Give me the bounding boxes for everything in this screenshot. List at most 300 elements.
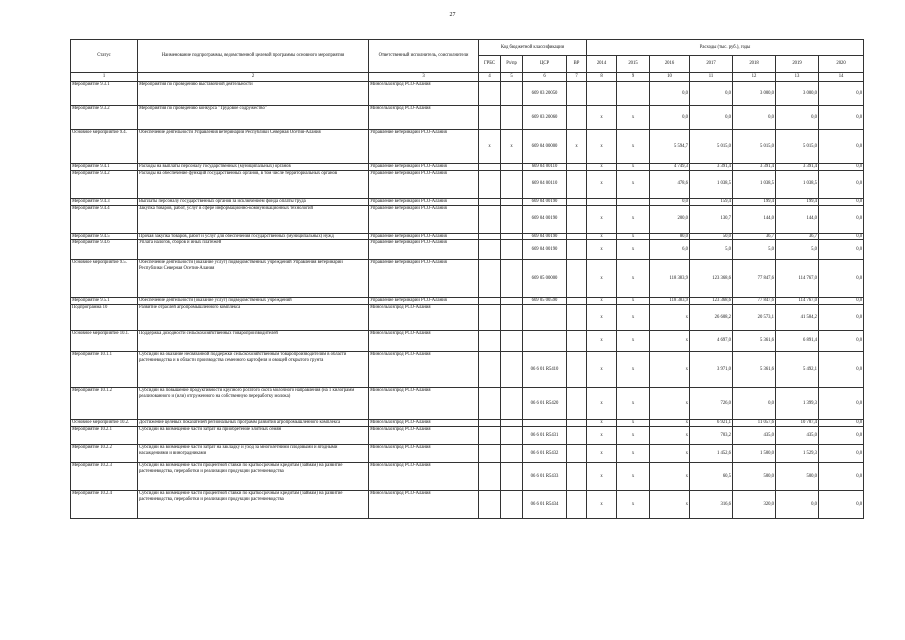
row-rzpr	[501, 298, 523, 305]
header-bk-group: Код бюджетной классификации	[479, 40, 587, 56]
row-executor: Управление ветеринарии РСО-Алания	[369, 205, 479, 233]
row-vr	[567, 260, 587, 298]
row-vr	[567, 298, 587, 305]
row-value-2016: x	[650, 426, 690, 444]
row-executor: Управление ветеринарии РСО-Алания	[369, 170, 479, 198]
header-expenses-group: Расходы (тыс. руб.), годы	[587, 40, 864, 56]
row-name: Мероприятия по проведению конкурса "Трудовое содружество"	[138, 106, 369, 130]
row-value-2019: 36,7	[776, 233, 819, 240]
header-csr: ЦСР	[523, 56, 567, 73]
row-value-2019: 3 391,4	[776, 164, 819, 171]
row-value-2015: x	[617, 444, 650, 462]
table-row	[71, 352, 864, 388]
row-executor: Управление ветеринарии РСО-Алания	[369, 260, 479, 298]
row-value-2019: 5 015,0	[776, 130, 819, 164]
row-value-2018: 3 391,4	[733, 164, 776, 171]
row-vr	[567, 305, 587, 331]
row-value-2017: 0,0	[690, 106, 733, 130]
row-value-2020: 0,0	[819, 490, 864, 518]
row-value-2017: 3 971,0	[690, 352, 733, 388]
row-value-2018: 0,0	[733, 388, 776, 420]
row-rzpr	[501, 331, 523, 352]
row-value-2020: 0,0	[819, 352, 864, 388]
row-value-2015	[617, 82, 650, 106]
row-value-2020: 0,0	[819, 388, 864, 420]
row-grbs	[479, 305, 501, 331]
row-value-2014: x	[587, 444, 617, 462]
row-value-2017: 1 452,6	[690, 444, 733, 462]
row-status: Мероприятие 10.2.3	[71, 462, 138, 490]
row-value-2018: 3 000,0	[733, 82, 776, 106]
row-grbs	[479, 331, 501, 352]
header-executor: Ответственный исполнитель, соисполнители	[369, 40, 479, 73]
row-vr	[567, 444, 587, 462]
row-value-2020: 0,0	[819, 420, 864, 427]
row-value-2017: 159,4	[690, 198, 733, 205]
row-grbs	[479, 205, 501, 233]
table-row	[71, 130, 864, 164]
row-value-2014: x	[587, 164, 617, 171]
row-value-2016: x	[650, 420, 690, 427]
row-value-2016: 4 749,3	[650, 164, 690, 171]
table-row	[71, 426, 864, 444]
row-value-2020: 0,0	[819, 260, 864, 298]
row-executor: Управление ветеринарии РСО-Алания	[369, 130, 479, 164]
row-status: Основное мероприятие 10.2.	[71, 420, 138, 427]
row-csr: 06 6 01 R5434	[523, 490, 567, 518]
row-csr: 669 03 20050	[523, 82, 567, 106]
row-value-2017: 726,0	[690, 388, 733, 420]
table-row	[71, 82, 864, 106]
row-status: Мероприятие 10.1.2	[71, 388, 138, 420]
col-index: 13	[776, 73, 819, 82]
row-csr	[523, 305, 567, 331]
row-vr	[567, 352, 587, 388]
table-row	[71, 331, 864, 352]
row-value-2019: 6 891,4	[776, 331, 819, 352]
row-executor: Минсельхозпрод РСО-Алания	[369, 388, 479, 420]
row-value-2018: 435,0	[733, 426, 776, 444]
row-grbs: x	[479, 130, 501, 164]
row-status: Мероприятие 10.1.1	[71, 352, 138, 388]
row-name: Выплаты персоналу государственных органов за исключением фонда оплаты труда	[138, 198, 369, 205]
row-status: Мероприятие 10.2.1	[71, 426, 138, 444]
row-value-2018: 0,0	[733, 106, 776, 130]
row-value-2018: 77 847,6	[733, 260, 776, 298]
row-executor: Минсельхозпрод РСО-Алания	[369, 462, 479, 490]
row-value-2014	[587, 82, 617, 106]
row-value-2016: 200,0	[650, 205, 690, 233]
row-value-2015: x	[617, 298, 650, 305]
row-value-2019: 1 399,3	[776, 388, 819, 420]
row-value-2015: x	[617, 462, 650, 490]
row-value-2014: x	[587, 426, 617, 444]
row-status: Мероприятие 9.4.1	[71, 164, 138, 171]
row-value-2020: 0,0	[819, 240, 864, 260]
row-value-2015: x	[617, 164, 650, 171]
row-grbs	[479, 164, 501, 171]
row-rzpr	[501, 240, 523, 260]
row-grbs	[479, 233, 501, 240]
row-value-2020: 0,0	[819, 130, 864, 164]
row-value-2015: x	[617, 490, 650, 518]
row-value-2019: 0,0	[776, 490, 819, 518]
table-row	[71, 462, 864, 490]
row-status: Основное мероприятие 9.4.	[71, 130, 138, 164]
row-grbs	[479, 420, 501, 427]
row-csr	[523, 420, 567, 427]
row-value-2019: 0,0	[776, 106, 819, 130]
row-vr	[567, 106, 587, 130]
row-value-2020: 0,0	[819, 106, 864, 130]
row-rzpr: x	[501, 130, 523, 164]
row-value-2015	[617, 198, 650, 205]
row-status: Мероприятие 9.3.1	[71, 82, 138, 106]
row-executor: Минсельхозпрод РСО-Алания	[369, 331, 479, 352]
row-value-2016: 478,6	[650, 170, 690, 198]
col-index: 11	[690, 73, 733, 82]
row-value-2020: 0,0	[819, 305, 864, 331]
row-executor: Управление ветеринарии РСО-Алания	[369, 298, 479, 305]
row-rzpr	[501, 426, 523, 444]
row-csr: 669 04 00190	[523, 233, 567, 240]
row-status: Основное мероприятие 10.1.	[71, 331, 138, 352]
header-year-2017: 2017	[690, 56, 733, 73]
row-rzpr	[501, 444, 523, 462]
row-value-2016: x	[650, 444, 690, 462]
row-value-2016: 5 594,7	[650, 130, 690, 164]
row-rzpr	[501, 260, 523, 298]
row-value-2017: 6 921,1	[690, 420, 733, 427]
row-executor: Минсельхозпрод РСО-Алания	[369, 426, 479, 444]
row-name: Поддержка доходности сельскохозяйственных товаропроизводителей	[138, 331, 369, 352]
row-rzpr	[501, 82, 523, 106]
row-value-2014: x	[587, 240, 617, 260]
row-value-2017: 316,6	[690, 490, 733, 518]
row-value-2015: x	[617, 240, 650, 260]
row-value-2015: x	[617, 170, 650, 198]
row-status: Мероприятие 10.2.4	[71, 490, 138, 518]
table-row	[71, 164, 864, 171]
row-value-2014: x	[587, 305, 617, 331]
row-value-2019: 5,0	[776, 240, 819, 260]
row-executor: Минсельхозпрод РСО-Алания	[369, 420, 479, 427]
row-rzpr	[501, 462, 523, 490]
row-value-2019: 1 529,3	[776, 444, 819, 462]
table-row	[71, 420, 864, 427]
row-value-2019: 10 787,4	[776, 420, 819, 427]
row-value-2020: 0,0	[819, 82, 864, 106]
col-index: 5	[501, 73, 523, 82]
row-rzpr	[501, 205, 523, 233]
row-value-2019: 5 492,1	[776, 352, 819, 388]
row-value-2018: 199,4	[733, 198, 776, 205]
header-vr: ВР	[567, 56, 587, 73]
table-row	[71, 233, 864, 240]
row-executor: Управление ветеринарии РСО-Алания	[369, 233, 479, 240]
row-name: Достижение целевых показателей региональных программ развития агропромышленного комплекса	[138, 420, 369, 427]
row-executor: Минсельхозпрод РСО-Алания	[369, 106, 479, 130]
row-value-2016: 0,0	[650, 198, 690, 205]
col-index: 6	[523, 73, 567, 82]
row-name: Субсидии на повышение продуктивности крупного рогатого скота молочного направления (на 1 килограмм реализованного и (или) отгруженного на собственную переработку молока)	[138, 388, 369, 420]
row-vr	[567, 331, 587, 352]
row-csr: 06 6 01 R5433	[523, 462, 567, 490]
row-status: Мероприятие 9.4.2	[71, 170, 138, 198]
table-row	[71, 240, 864, 260]
row-executor: Минсельхозпрод РСО-Алания	[369, 82, 479, 106]
table-row	[71, 388, 864, 420]
col-index: 7	[567, 73, 587, 82]
col-index: 14	[819, 73, 864, 82]
row-value-2017: 1 038,5	[690, 170, 733, 198]
col-index: 9	[617, 73, 650, 82]
row-grbs	[479, 82, 501, 106]
row-value-2017: 130,7	[690, 205, 733, 233]
row-csr: 669 03 20060	[523, 106, 567, 130]
row-value-2020: 0,0	[819, 426, 864, 444]
row-value-2019: 3 000,0	[776, 82, 819, 106]
row-grbs	[479, 426, 501, 444]
col-index: 3	[369, 73, 479, 82]
row-value-2014: x	[587, 298, 617, 305]
row-value-2017: 123 368,6	[690, 260, 733, 298]
row-value-2014: x	[587, 388, 617, 420]
row-executor: Управление ветеринарии РСО-Алания	[369, 240, 479, 260]
header-year-2020: 2020	[819, 56, 864, 73]
row-name: Обеспечение деятельности Управления ветеринарии Республики Северная Осетия-Алания	[138, 130, 369, 164]
row-rzpr	[501, 170, 523, 198]
table-row	[71, 490, 864, 518]
row-value-2019: 1 038,5	[776, 170, 819, 198]
row-value-2015: x	[617, 420, 650, 427]
row-csr: 669 05 00590	[523, 298, 567, 305]
row-status: Мероприятие 9.4.4	[71, 205, 138, 233]
row-value-2020: 0,0	[819, 164, 864, 171]
table-row	[71, 305, 864, 331]
row-executor: Минсельхозпрод РСО-Алания	[369, 490, 479, 518]
row-value-2015: x	[617, 106, 650, 130]
row-value-2018: 5 361,6	[733, 331, 776, 352]
row-vr	[567, 388, 587, 420]
row-value-2014: x	[587, 490, 617, 518]
row-vr	[567, 490, 587, 518]
col-index: 2	[138, 73, 369, 82]
row-value-2019: 144,0	[776, 205, 819, 233]
row-status: Мероприятие 9.4.3	[71, 198, 138, 205]
row-value-2016: 0,0	[650, 106, 690, 130]
row-name: Уплата налогов, сборов и иных платежей	[138, 240, 369, 260]
row-rzpr	[501, 305, 523, 331]
row-vr	[567, 164, 587, 171]
row-value-2017: 4 697,0	[690, 331, 733, 352]
row-grbs	[479, 106, 501, 130]
row-value-2020: 0,0	[819, 233, 864, 240]
row-value-2017: 3 391,4	[690, 164, 733, 171]
row-csr: 669 04 00190	[523, 240, 567, 260]
header-year-2018: 2018	[733, 56, 776, 73]
row-value-2016: 118 383,9	[650, 298, 690, 305]
header-year-2015: 2015	[617, 56, 650, 73]
row-vr	[567, 426, 587, 444]
row-csr: 06 6 01 R5431	[523, 426, 567, 444]
col-index: 1	[71, 73, 138, 82]
row-value-2018: 5 015,0	[733, 130, 776, 164]
row-name: Субсидии на возмещение части процентной ставки по краткосрочным кредитам (займам) на развитие растениеводства, переработки и реализации продукции растениеводства	[138, 490, 369, 518]
row-rzpr	[501, 490, 523, 518]
row-value-2015: x	[617, 305, 650, 331]
row-value-2014	[587, 198, 617, 205]
row-vr	[567, 82, 587, 106]
row-value-2018: 1 038,5	[733, 170, 776, 198]
row-value-2014: x	[587, 462, 617, 490]
table-row	[71, 298, 864, 305]
row-status: Подпрограмма 10	[71, 305, 138, 331]
row-value-2014: x	[587, 420, 617, 427]
row-name: Расходы на выплаты персоналу государственных (муниципальных) органов	[138, 164, 369, 171]
row-value-2019: 500,0	[776, 462, 819, 490]
row-value-2016: x	[650, 490, 690, 518]
row-name: Субсидии на возмещение части процентной ставки по краткосрочным кредитам (займам) на развитие растениеводства, переработки и реализации продукции растениеводства	[138, 462, 369, 490]
row-rzpr	[501, 352, 523, 388]
row-value-2014: x	[587, 130, 617, 164]
row-name: Обеспечение деятельности (оказание услуг) подведомственных учреждений	[138, 298, 369, 305]
row-value-2016: x	[650, 388, 690, 420]
row-value-2015: x	[617, 388, 650, 420]
budget-table	[70, 39, 864, 519]
row-value-2018: 36,7	[733, 233, 776, 240]
row-value-2014: x	[587, 260, 617, 298]
row-name: Прочая закупка товаров, работ и услуг для обеспечения государственных (муниципальных) нужд	[138, 233, 369, 240]
row-rzpr	[501, 106, 523, 130]
row-value-2016: 0,0	[650, 82, 690, 106]
row-value-2019: 199,4	[776, 198, 819, 205]
row-value-2019: 114 767,0	[776, 298, 819, 305]
row-rzpr	[501, 164, 523, 171]
row-name: Развитие отраслей агропромышленного комплекса	[138, 305, 369, 331]
row-value-2017: 5,0	[690, 240, 733, 260]
row-vr	[567, 420, 587, 427]
row-value-2017: 26 608,2	[690, 305, 733, 331]
header-name: Наименование подпрограммы, ведомственной целевой программы основного мероприятия	[138, 40, 369, 73]
row-name: Обеспечение деятельности (оказание услуг) подведомственных учреждений Управления ветеринарии Республики Северная Осетия-Алания	[138, 260, 369, 298]
row-csr: 669 04 00190	[523, 198, 567, 205]
row-value-2016: 80,0	[650, 233, 690, 240]
row-name: Закупка товаров, работ, услуг в сфере информационно-коммуникационных технологий	[138, 205, 369, 233]
row-value-2014: x	[587, 352, 617, 388]
row-vr	[567, 240, 587, 260]
row-value-2018: 5 361,6	[733, 352, 776, 388]
row-value-2016: x	[650, 352, 690, 388]
row-value-2020: 0,0	[819, 444, 864, 462]
table-row	[71, 260, 864, 298]
row-value-2015: x	[617, 352, 650, 388]
row-rzpr	[501, 233, 523, 240]
header-year-2016: 2016	[650, 56, 690, 73]
row-value-2017: 0,0	[690, 82, 733, 106]
row-value-2020: 0,0	[819, 298, 864, 305]
row-vr	[567, 462, 587, 490]
row-name: Расходы на обеспечение функций государственных органов, в том числе территориальных органов	[138, 170, 369, 198]
row-grbs	[479, 352, 501, 388]
row-vr	[567, 198, 587, 205]
row-csr: 669 04 00000	[523, 130, 567, 164]
row-status: Основное мероприятие 9.5.	[71, 260, 138, 298]
row-value-2019: 435,0	[776, 426, 819, 444]
row-vr	[567, 170, 587, 198]
row-status: Мероприятие 9.4.6	[71, 240, 138, 260]
row-rzpr	[501, 388, 523, 420]
row-value-2018: 5,0	[733, 240, 776, 260]
row-value-2015: x	[617, 331, 650, 352]
row-value-2019: 41 584,2	[776, 305, 819, 331]
row-grbs	[479, 240, 501, 260]
row-value-2015: x	[617, 260, 650, 298]
row-value-2014: x	[587, 170, 617, 198]
row-value-2020: 0,0	[819, 198, 864, 205]
row-status: Мероприятие 9.3.2	[71, 106, 138, 130]
row-csr: 669 04 00110	[523, 164, 567, 171]
row-value-2016: 6,0	[650, 240, 690, 260]
row-vr	[567, 233, 587, 240]
row-grbs	[479, 170, 501, 198]
row-value-2016: x	[650, 331, 690, 352]
row-csr	[523, 331, 567, 352]
header-year-2014: 2014	[587, 56, 617, 73]
row-status: Мероприятие 9.5.1	[71, 298, 138, 305]
row-value-2016: x	[650, 305, 690, 331]
row-name: Субсидии на возмещение части затрат на закладку и уход за многолетними плодовыми и ягодными насаждениями и виноградниками	[138, 444, 369, 462]
row-status: Мероприятие 10.2.2	[71, 444, 138, 462]
row-name: Субсидии на оказание несвязанной поддержки сельскохозяйственным товаропроизводителям в области растениеводства и в области производства семенного картофеля и овощей открытого грунта	[138, 352, 369, 388]
col-index: 4	[479, 73, 501, 82]
row-value-2015: x	[617, 130, 650, 164]
page-number: 27	[449, 12, 456, 18]
row-csr: 669 05 00000	[523, 260, 567, 298]
row-value-2017: 60,5	[690, 462, 733, 490]
row-name: Мероприятия по проведению выставочной деятельности	[138, 82, 369, 106]
row-value-2014: x	[587, 106, 617, 130]
table-row	[71, 170, 864, 198]
row-rzpr	[501, 420, 523, 427]
row-value-2018: 144,0	[733, 205, 776, 233]
row-value-2018: 500,0	[733, 462, 776, 490]
row-value-2020: 0,0	[819, 331, 864, 352]
row-executor: Управление ветеринарии РСО-Алания	[369, 198, 479, 205]
row-status: Мероприятие 9.4.5	[71, 233, 138, 240]
header-status: Статус	[71, 40, 138, 73]
table-row	[71, 198, 864, 205]
row-value-2019: 114 767,0	[776, 260, 819, 298]
header-year-2019: 2019	[776, 56, 819, 73]
row-value-2020: 0,0	[819, 205, 864, 233]
row-value-2015: x	[617, 205, 650, 233]
row-value-2018: 20 573,1	[733, 305, 776, 331]
row-executor: Минсельхозпрод РСО-Алания	[369, 305, 479, 331]
row-value-2018: 1 500,0	[733, 444, 776, 462]
column-index-row	[71, 73, 864, 82]
header-grbs: ГРБС	[479, 56, 501, 73]
row-grbs	[479, 198, 501, 205]
col-index: 10	[650, 73, 690, 82]
row-value-2014: x	[587, 205, 617, 233]
row-value-2017: 703,2	[690, 426, 733, 444]
row-value-2014: x	[587, 331, 617, 352]
row-csr: 06 6 01 R5410	[523, 352, 567, 388]
row-grbs	[479, 462, 501, 490]
row-grbs	[479, 298, 501, 305]
row-value-2016: 118 383,9	[650, 260, 690, 298]
